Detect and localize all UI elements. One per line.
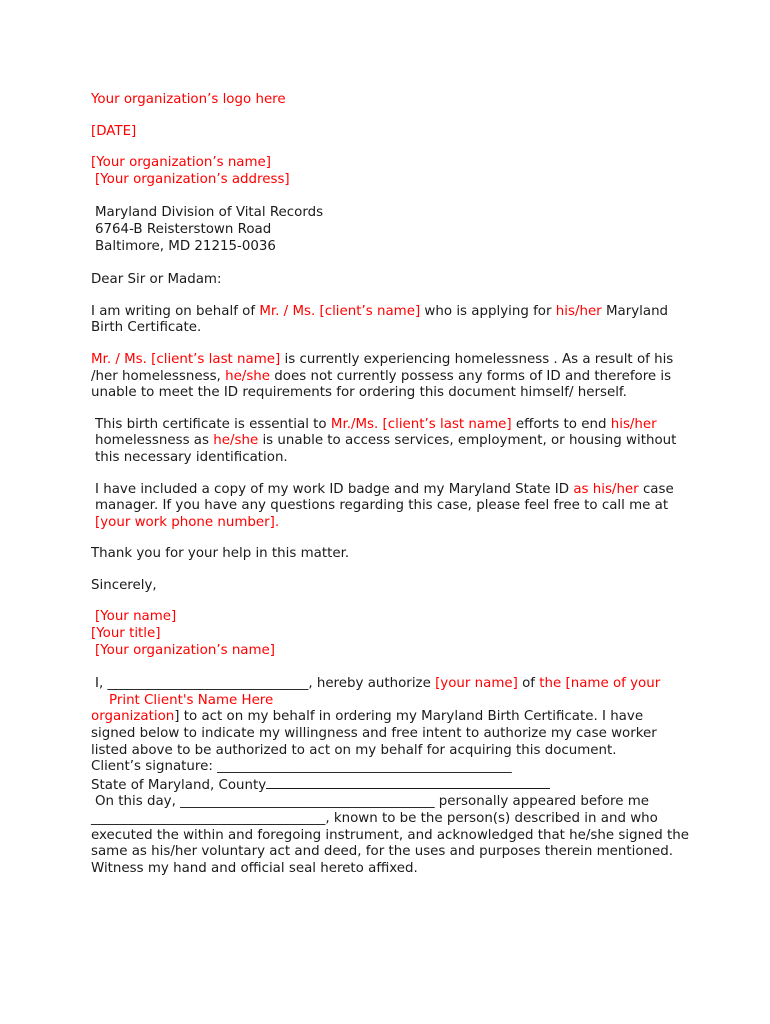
closing: Sincerely, [91,577,157,593]
letter [91,92,691,877]
signer-name-placeholder: [Your name] [95,609,177,625]
paragraph-3: This birth certificate is essential to Mr./Ms. [client’s last name] efforts to end his/her homelessness as he/she is unable to access services, employment, or housing without this necessary identification. [95,416,677,465]
recipient-line-1: Maryland Division of Vital Records [95,205,324,221]
signer-org-placeholder: [Your organization’s name] [95,642,276,658]
thanks-line: Thank you for your help in this matter. [91,546,350,562]
recipient-line-2: 6764-B Reisterstown Road [95,221,272,237]
org-address-placeholder: [Your organization’s address] [95,171,290,187]
authorization-body: organization] to act on my behalf in ordering my Maryland Birth Certificate. I have signed below to indicate my willingness and free intent to authorize my case worker listed above to be authorized to act on my behalf for acquiring this document. [91,709,657,758]
print-client-name-hint: Print Client's Name Here [109,692,274,708]
notary-statement: ___________________________________, known to be the person(s) described in and who executed the within and foregoing instrument, and acknowledged that he/she signed the same as his/her voluntary act and deed, for the uses and purposes therein mentioned. Witness my hand and official seal hereto affixed. [91,811,690,876]
paragraph-4: I have included a copy of my work ID badge and my Maryland State ID as his/her case manager. If you have any questions regarding this case, please feel free to call me at [your work phone number]. [95,481,674,530]
notary-day-line: On this day, ______________________________________ personally appeared before me [95,794,650,810]
paragraph-2: Mr. / Ms. [client’s last name] is currently experiencing homelessness . As a result of his /her homelessness, he/she does not currently possess any forms of ID and therefore is unable to meet the ID requirements for ordering this document himself/ herself. [91,351,674,401]
paragraph-1: I am writing on behalf of Mr. / Ms. [client’s name] who is applying for his/her Maryland Birth Certificate. [91,303,669,336]
org-name-placeholder: [Your organization’s name] [91,155,272,171]
salutation: Dear Sir or Madam: [91,272,222,288]
recipient-line-3: Baltimore, MD 21215-0036 [95,238,276,254]
state-county-line: State of Maryland, County [91,776,691,795]
county-blank-line [266,776,550,789]
authorization-intro: I, ______________________________, hereby authorize [your name] of the [name of your [95,676,661,692]
date-placeholder: [DATE] [91,123,137,139]
client-signature-line: Client’s signature: ____________________________________________ [91,759,512,775]
logo-placeholder: Your organization’s logo here [91,92,286,107]
signer-title-placeholder: [Your title] [91,626,161,642]
